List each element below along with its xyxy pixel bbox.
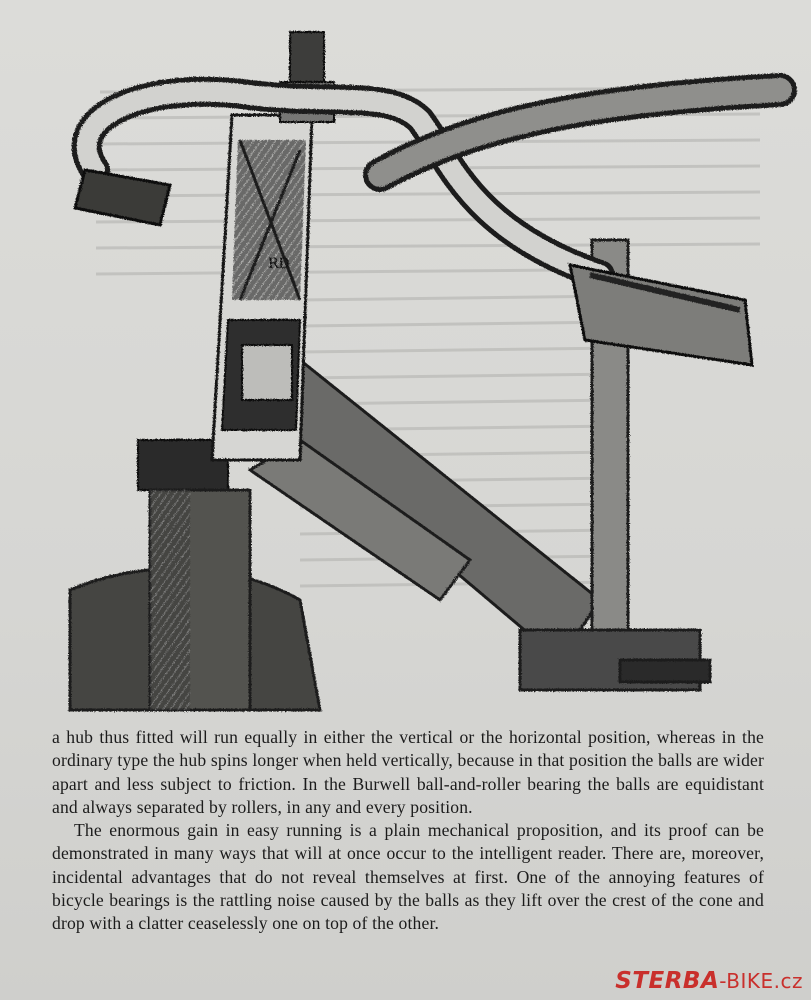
article-paragraph-2: The enormous gain in easy running is a plain mechanical proposition, and its proof can be demonstrated in many ways that will at once occur to the intelligent reader. There are, moreover, incidental advantages that do not reveal themselves at first. One of the annoying features of bicycle bearings is the rattling noise caused by the balls as they lift over the crest of the cone and drop with a clatter ceaselessly one on top of the other. xyxy=(52,820,764,934)
headbadge-text: RD xyxy=(268,256,290,272)
watermark-domain: -BIKE.cz xyxy=(719,969,803,993)
watermark-brand: STERBA xyxy=(615,968,720,994)
handlebar-grips xyxy=(75,170,752,365)
article-paragraph-1: a hub thus fitted will run equally in either the vertical or the horizontal position, whereas in the ordinary type the hub spins longer when held vertically, because in that position the balls are wider apart and less subject to friction. In the Burwell ball-and-roller bearing the balls are equidistant and always separated by rollers, in any and every position. xyxy=(52,727,764,817)
article-text xyxy=(52,726,764,936)
site-watermark[interactable] xyxy=(615,968,803,994)
